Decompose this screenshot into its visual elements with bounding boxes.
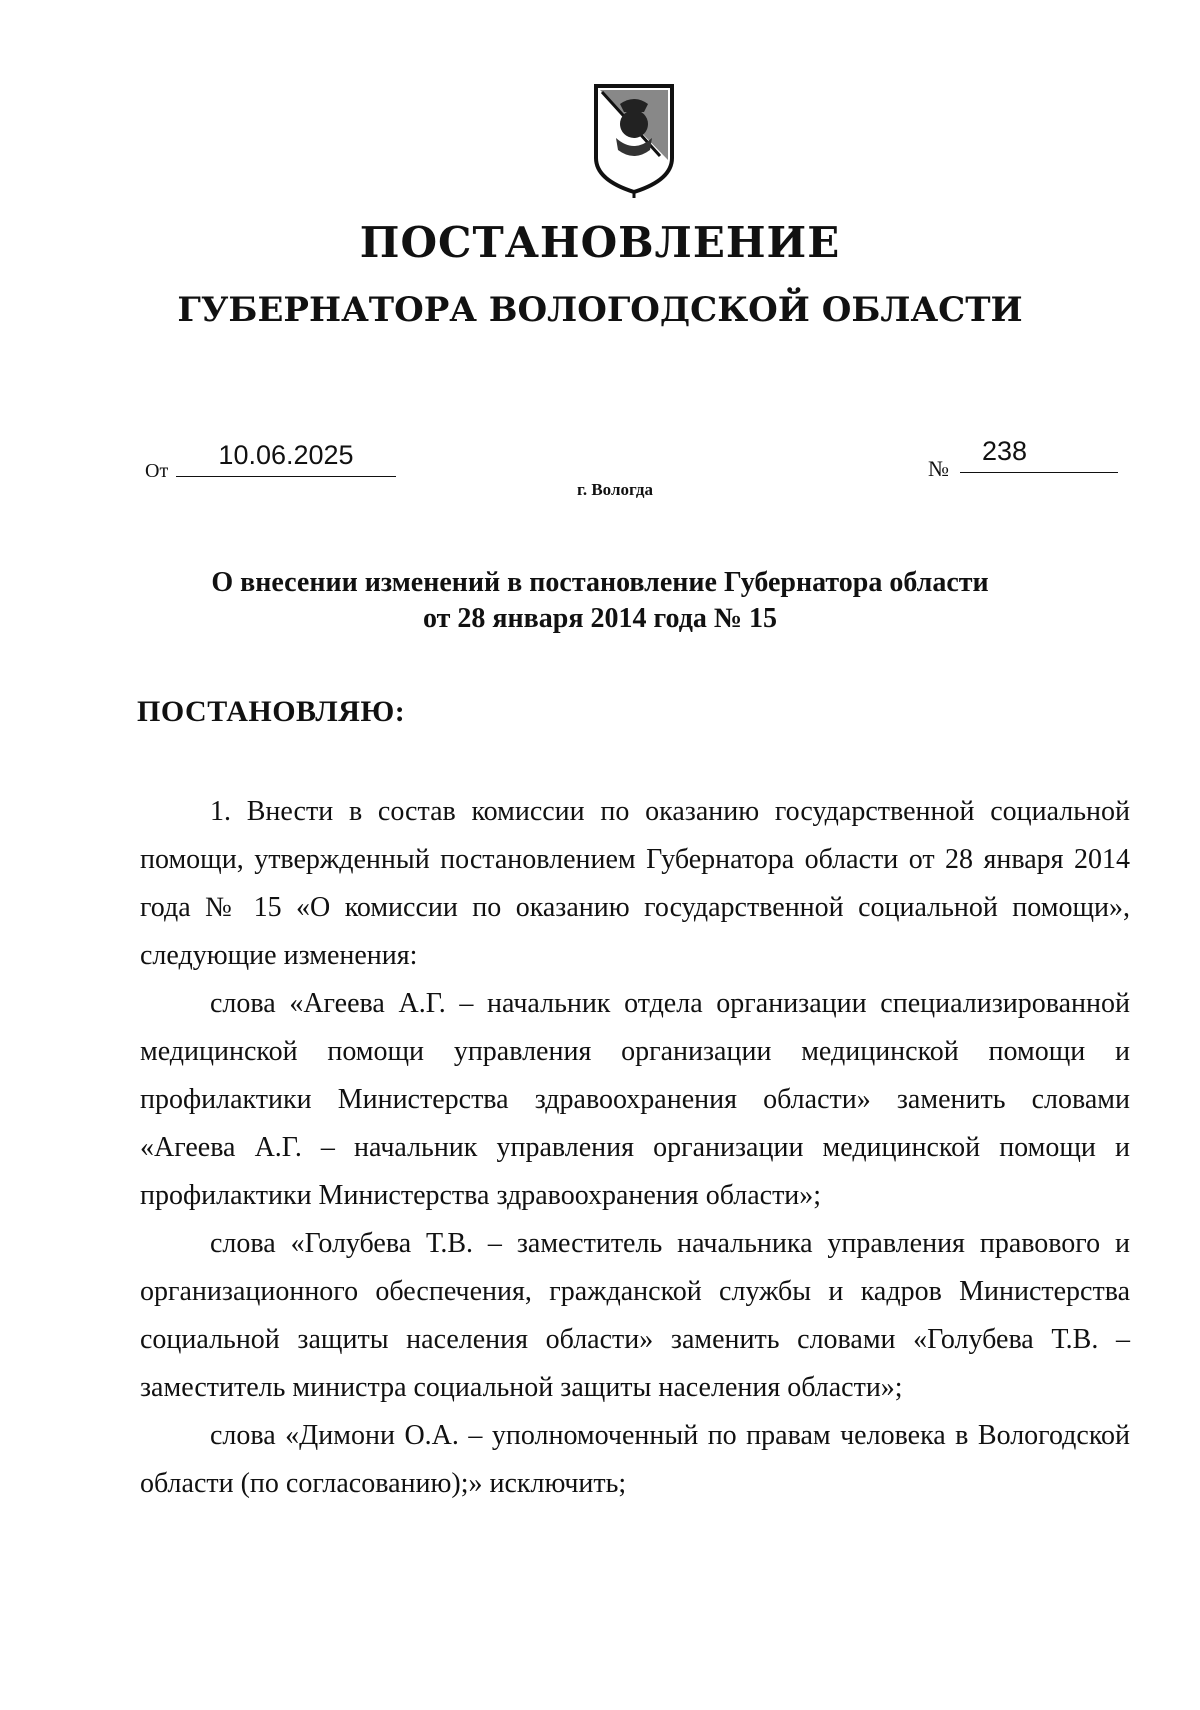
number-sign-label: № xyxy=(928,456,949,481)
paragraph: слова «Димони О.А. – уполномоченный по правам человека в Вологодской области (по согласованию);» исключить; xyxy=(140,1420,1130,1499)
document-subject xyxy=(0,565,1200,637)
date-prefix-label: От xyxy=(145,460,169,482)
document-number: 238 xyxy=(960,436,1118,473)
paragraph: 1. Внести в состав комиссии по оказанию государственной социальной помощи, утвержденный постановлением Губернатора области от 28 января 2014 года № 15 «О комиссии по оказанию государственной социальной помощи», следующие изменения: xyxy=(140,796,1130,971)
date-number-row xyxy=(0,436,1200,482)
document-issuer: ГУБЕРНАТОРА ВОЛОГОДСКОЙ ОБЛАСТИ xyxy=(177,290,1023,330)
city-label: г. Вологда xyxy=(577,480,653,499)
subject-line-2: от 28 января 2014 года № 15 xyxy=(422,603,778,634)
subject-line-1: О внесении изменений в постановление Губернатора области xyxy=(211,567,989,598)
paragraph: слова «Голубева Т.В. – заместитель начальника управления правового и организационного обеспечения, гражданской службы и кадров Министерства социальной защиты населения области» заменить словами «Голубева Т.В. – заместитель министра социальной защиты населения области»; xyxy=(140,1228,1130,1403)
coat-of-arms-icon xyxy=(590,80,678,200)
paragraph: слова «Агеева А.Г. – начальник отдела организации специализированной медицинской помощи управления организации медицинской помощи и профилактики Министерства здравоохранения области» заменить словами «Агеева А.Г. – начальник управления организации медицинской помощи и профилактики Министерства здравоохранения области»; xyxy=(140,988,1130,1211)
decree-heading: ПОСТАНОВЛЯЮ: xyxy=(137,695,406,728)
document-date: 10.06.2025 xyxy=(176,440,396,477)
document-title: ПОСТАНОВЛЕНИЕ xyxy=(359,218,841,267)
document-body xyxy=(140,788,1130,1508)
